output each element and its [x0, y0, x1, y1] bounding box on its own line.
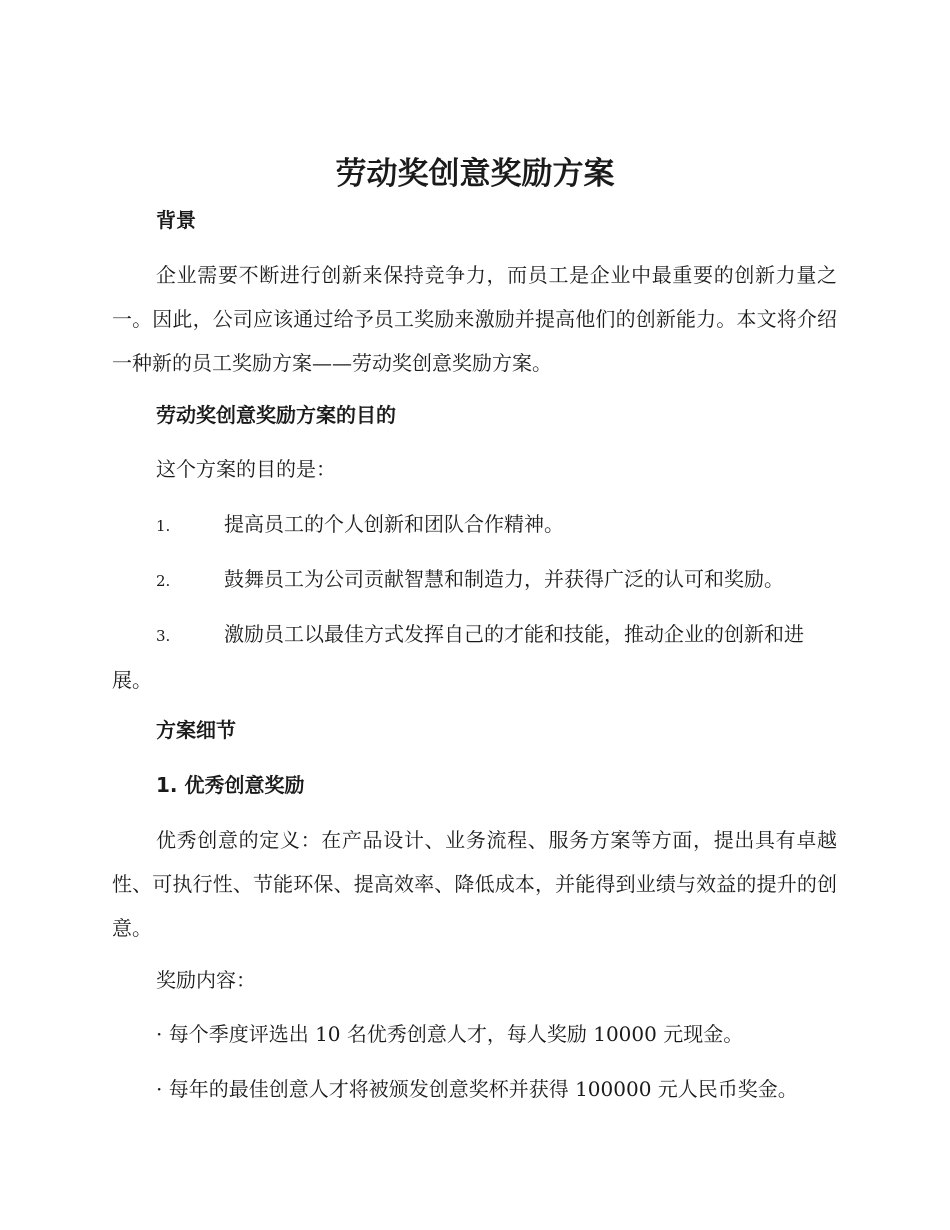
background-heading: 背景	[156, 208, 196, 232]
purpose-list-item	[112, 502, 837, 548]
purpose-list-item	[112, 557, 837, 603]
purpose-heading: 劳动奖创意奖励方案的目的	[156, 403, 396, 427]
list-number: 2.	[156, 572, 171, 590]
award1-definition: 优秀创意的定义：在产品设计、业务流程、服务方案等方面，提出具有卓越性、可执行性、节能环保、提高效率、降低成本，并能得到业绩与效益的提升的创意。	[112, 828, 837, 940]
list-number: 1.	[156, 517, 171, 535]
list-item-text: 激励员工以最佳方式发挥自己的才能和技能，推动企业的创新和进展。	[112, 622, 804, 692]
document-title: 劳动奖创意奖励方案	[335, 156, 615, 192]
purpose-list-item	[112, 612, 837, 702]
list-number: 3.	[156, 627, 171, 645]
background-paragraph: 企业需要不断进行创新来保持竞争力，而员工是企业中最重要的创新力量之一。因此，公司应该通过给予员工奖励来激励并提高他们的创新能力。本文将介绍一种新的员工奖励方案——劳动奖创意奖励方案。	[112, 263, 837, 375]
award1-content-label: 奖励内容：	[156, 968, 256, 992]
list-item-text: 提高员工的个人创新和团队合作精神。	[224, 512, 564, 536]
award1-bullet: · 每年的最佳创意人才将被颁发创意奖杯并获得 100000 元人民币奖金。	[156, 1077, 798, 1101]
list-item-text: 鼓舞员工为公司贡献智慧和制造力，并获得广泛的认可和奖励。	[224, 567, 784, 591]
details-heading: 方案细节	[156, 718, 236, 742]
purpose-intro: 这个方案的目的是：	[156, 457, 336, 481]
award1-bullet: · 每个季度评选出 10 名优秀创意人才，每人奖励 10000 元现金。	[156, 1022, 744, 1046]
award1-heading: 1. 优秀创意奖励	[156, 773, 305, 797]
